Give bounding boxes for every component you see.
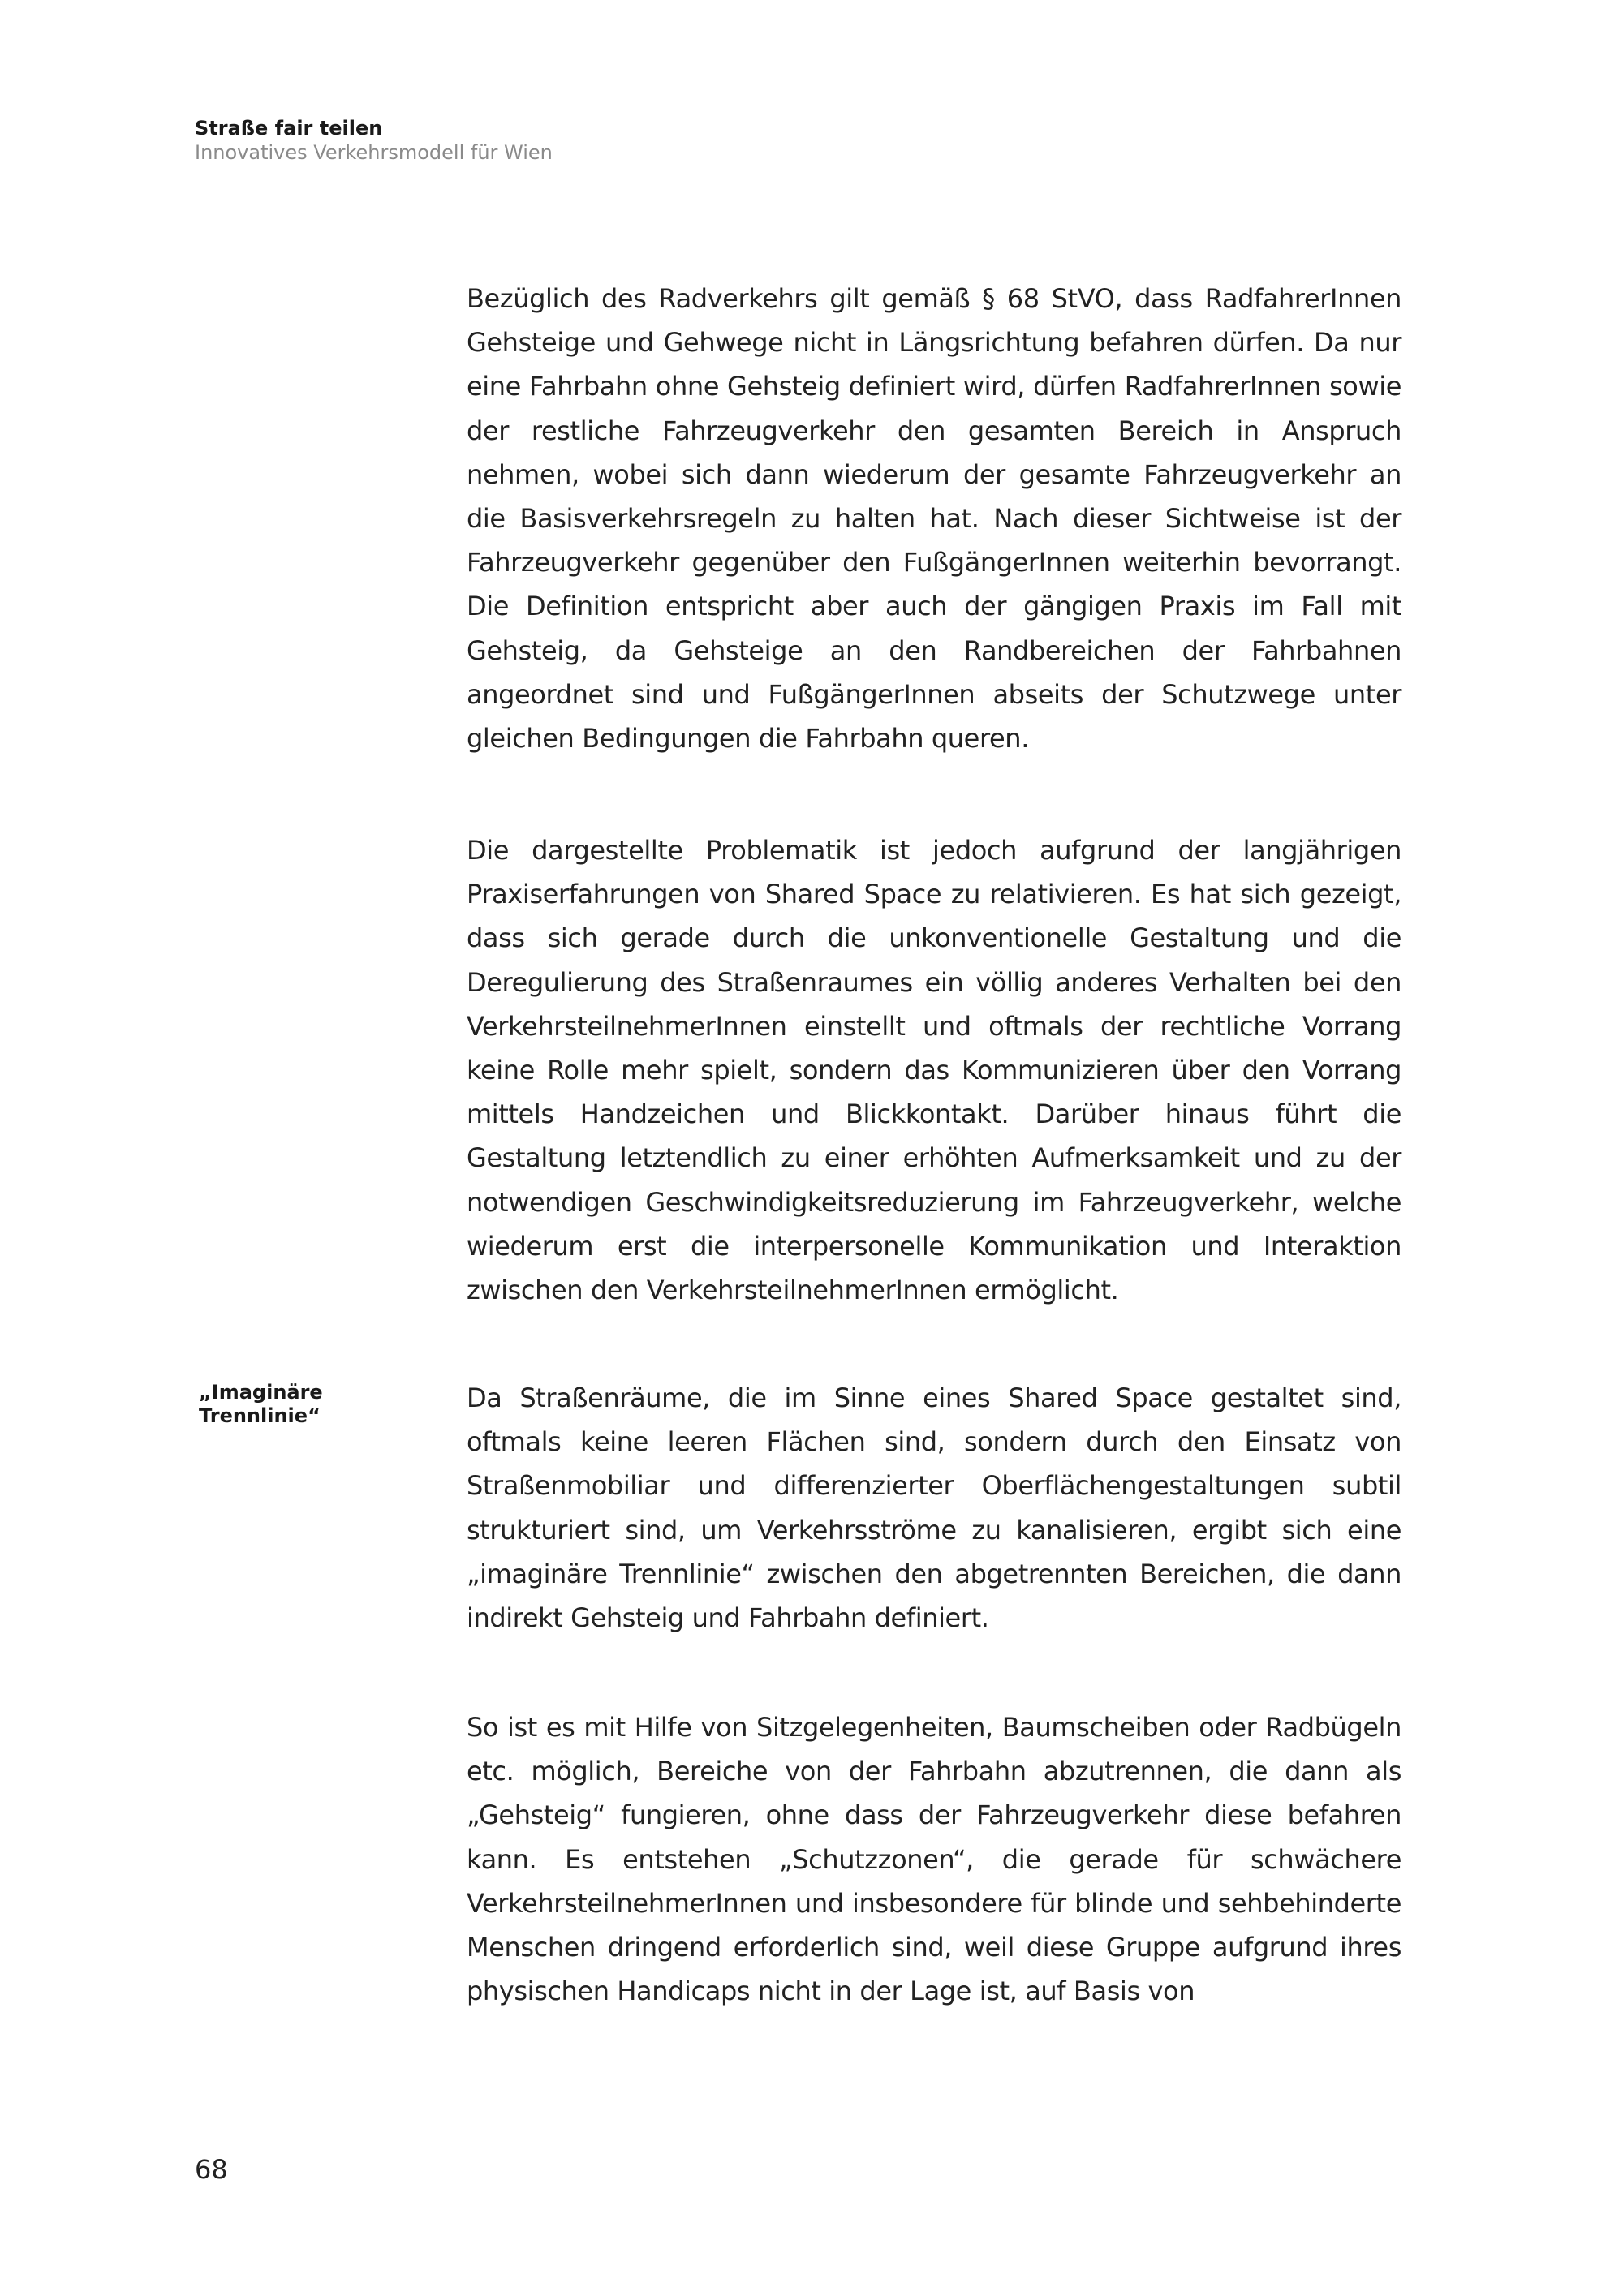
paragraph: Die dargestellte Problematik ist jedoch aufgrund der langjährigen Praxiserfahrungen von Shared Space zu relativieren. Es hat sich gezeigt, dass sich gerade durch die unkonventionelle Gestaltung und die Deregulierung des Straßenraumes ein völlig anderes Verhalten bei den VerkehrsteilnehmerInnen einstellt und oftmals der rechtliche Vorrang keine Rolle mehr spielt, sondern das Kommunizieren über den Vorrang mittels Handzeichen und Blickkontakt. Darüber hinaus führt die Gestaltung letztendlich zu einer erhöhten Aufmerksamkeit und zu der notwendigen Geschwindigkeitsreduzierung im Fahrzeugverkehr, welche wiederum erst die interpersonelle Kommunikation und Interaktion zwischen den VerkehrsteilnehmerInnen ermöglicht. bbox=[467, 835, 1401, 1306]
paragraph-block-3 bbox=[467, 1376, 1401, 1640]
margin-note-line: „Imaginäre bbox=[199, 1381, 323, 1404]
header-subtitle: Innovatives Verkehrsmodell für Wien bbox=[195, 141, 553, 164]
header-title: Straße fair teilen bbox=[195, 117, 383, 140]
paragraph: So ist es mit Hilfe von Sitzgelegenheiten, Baumscheiben oder Radbügeln etc. möglich, Bereiche von der Fahrbahn abzutrennen, die dann als „Gehsteig“ fungieren, ohne dass der Fahrzeugverkehr diese befahren kann. Es entstehen „Schutzzonen“, die gerade für schwächere VerkehrsteilnehmerInnen und insbesondere für blinde und sehbehinderte Menschen dringend erforderlich sind, weil diese Gruppe aufgrund ihres physischen Handicaps nicht in der Lage ist, auf Basis von bbox=[467, 1712, 1401, 2007]
running-header bbox=[195, 116, 553, 165]
paragraph-block-2 bbox=[467, 828, 1401, 1312]
page-number: 68 bbox=[195, 2154, 228, 2185]
paragraph-block-4 bbox=[467, 1705, 1401, 2013]
paragraph: Da Straßenräume, die im Sinne eines Shared Space gestaltet sind, oftmals keine leeren Flächen sind, sondern durch den Einsatz von Straßenmobiliar und differenzierter Oberflächengestaltungen subtil strukturiert sind, um Verkehrsströme zu kanalisieren, ergibt sich eine „imaginäre Trennlinie“ zwischen den abgetrennten Bereichen, die dann indirekt Gehsteig und Fahrbahn definiert. bbox=[467, 1382, 1401, 1634]
margin-note bbox=[199, 1381, 323, 1428]
paragraph-block-1 bbox=[467, 277, 1401, 760]
paragraph: Bezüglich des Radverkehrs gilt gemäß § 68 StVO, dass RadfahrerInnen Gehsteige und Gehwege nicht in Längsrichtung befahren dürfen. Da nur eine Fahrbahn ohne Gehsteig definiert wird, dürfen RadfahrerInnen sowie der restliche Fahrzeugverkehr den gesamten Bereich in Anspruch nehmen, wobei sich dann wiederum der gesamte Fahrzeugverkehr an die Basisverkehrsregeln zu halten hat. Nach dieser Sichtweise ist der Fahrzeugverkehr gegenüber den FußgängerInnen weiterhin bevorrangt. Die Definition entspricht aber auch der gängigen Praxis im Fall mit Gehsteig, da Gehsteige an den Randbereichen der Fahrbahnen angeordnet sind und FußgängerInnen abseits der Schutzwege unter gleichen Bedingungen die Fahrbahn queren. bbox=[467, 283, 1401, 755]
margin-note-line: Trennlinie“ bbox=[199, 1404, 321, 1427]
